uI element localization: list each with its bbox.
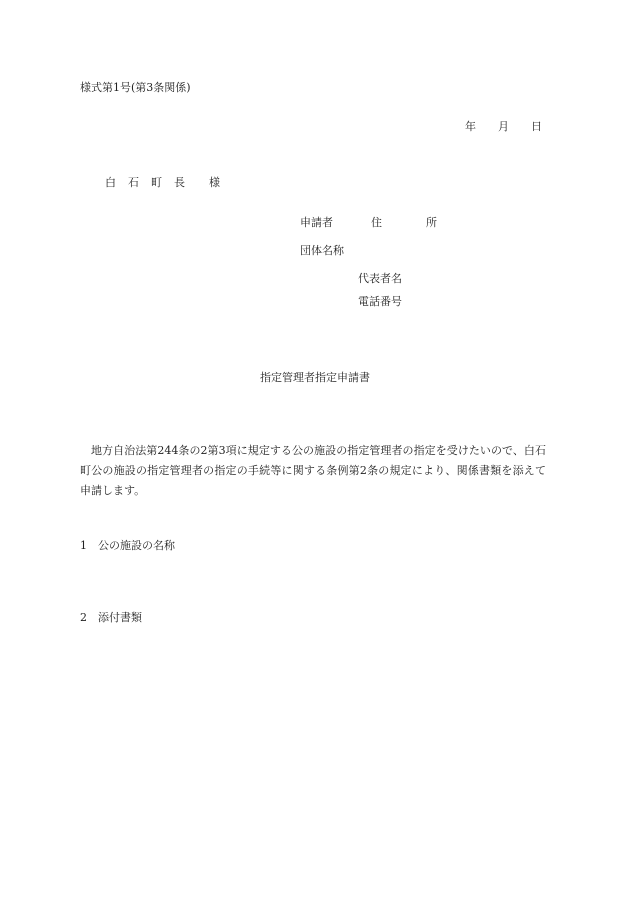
- item-label: 添付書類: [98, 611, 142, 624]
- date-month: 月: [498, 120, 509, 133]
- document-title: 指定管理者指定申請書: [260, 371, 370, 384]
- item-attachments: [80, 612, 142, 623]
- group-name-label: 団体名称: [300, 244, 344, 257]
- form-number: 様式第1号(第3条関係): [80, 81, 191, 94]
- item-number: 2: [80, 611, 87, 624]
- addressee-honorific: 様: [209, 176, 220, 189]
- date-line: [465, 121, 542, 132]
- applicant-label: 申請者: [300, 216, 333, 229]
- application-body-text: 地方自治法第244条の2第3項に規定する公の施設の指定管理者の指定を受けたいので、白石町公の施設の指定管理者の指定の手続等に関する条例第2条の規定により、関係書類を添えて申請します。: [80, 444, 546, 497]
- addressee: [105, 177, 220, 188]
- item-label: 公の施設の名称: [98, 539, 175, 552]
- date-year: 年: [465, 120, 476, 133]
- date-day: 日: [531, 120, 542, 133]
- addressee-char: 町: [151, 176, 162, 189]
- representative-label: 代表者名: [358, 272, 402, 285]
- address-label: [371, 217, 437, 228]
- address-char: 所: [426, 216, 437, 229]
- item-number: 1: [80, 539, 87, 552]
- phone-number-label: 電話番号: [358, 295, 402, 308]
- addressee-char: 石: [128, 176, 139, 189]
- address-char: 住: [371, 216, 382, 229]
- addressee-char: 白: [105, 176, 116, 189]
- item-facility-name: [80, 540, 175, 551]
- addressee-char: 長: [174, 176, 185, 189]
